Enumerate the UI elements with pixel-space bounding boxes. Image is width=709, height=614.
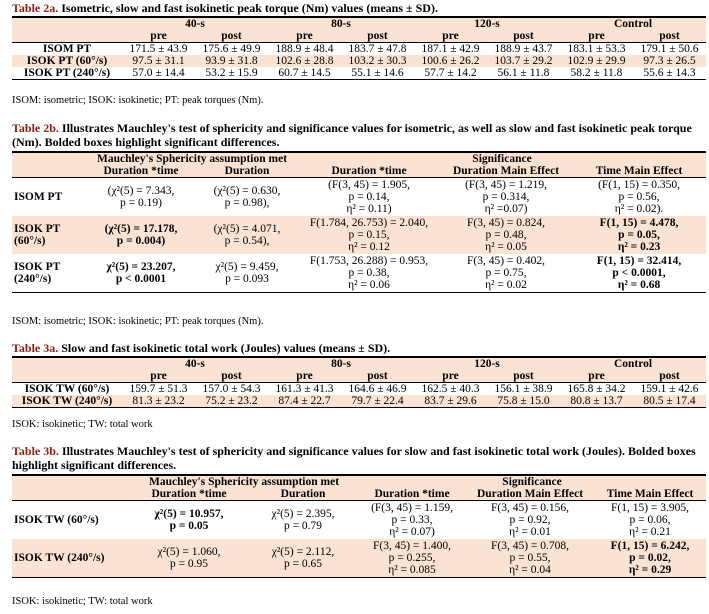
sub-header-pre: pre [122,370,195,383]
sub-header-post: post [341,370,414,383]
stat-line: (F(1, 15) = 0.350, [598,179,680,191]
stat-line: p = 0.92, [509,514,551,526]
stat-cell [196,254,298,293]
stat-line: F(3, 45) = 0.824, [466,217,546,229]
table-row [12,254,706,293]
table-row [12,67,706,80]
stat-line: η² = 0.29 [628,564,672,576]
stat-cell [440,254,572,293]
sphericity-group-header: Mauchley's Sphericity assumption met [130,475,358,488]
cell: 93.9 ± 31.8 [205,55,258,67]
stat-line: F(1, 15) = 6.242, [610,540,690,552]
sub-header-pre: pre [414,30,487,43]
stat-line: p < 0.0001 [115,273,167,285]
cell: 171.5 ± 43.9 [129,43,188,55]
cell: 81.3 ± 23.2 [132,395,185,407]
row-label-line: (240°/s) [14,273,52,285]
row-label [12,178,86,217]
stat-line: (F(3, 45) = 1.219, [465,179,547,191]
stat-line: η² =0.07) [484,203,528,215]
stat-cell [196,178,298,217]
stat-cell [86,216,196,254]
row-label [12,254,86,293]
stat-line: p = 0.093 [225,273,269,285]
cell: 55.6 ± 14.3 [643,67,696,79]
sub-header-post: post [487,370,560,383]
table3a [12,356,706,408]
stat-cell [130,539,248,578]
cell: 60.7 ± 14.5 [278,67,331,79]
stat-line: p = 0.55, [509,552,551,564]
stat-line: p = 0.02, [629,552,671,564]
stat-cell [358,501,466,540]
col-header: Time Main Effect [572,165,706,178]
stat-line: (χ²(5) = 17.178, [104,223,178,235]
row-label-line: ISOK PT [14,261,61,273]
table2a-label: Table 2a. [12,1,59,15]
stat-cell [130,501,248,540]
stat-line: F(1, 15) = 32.414, [596,255,682,267]
col-header: Duration [196,165,298,178]
sphericity-group-header: Mauchley's Sphericity assumption met [86,152,298,165]
cell: 57.7 ± 14.2 [424,67,477,79]
stat-line: F(3, 45) = 1.400, [372,540,452,552]
stat-line: η² = 0.05 [485,241,527,253]
table3a-group-header: Control [560,357,706,370]
table3a-label: Table 3a. [12,341,59,355]
row-label-line: ISOK PT [14,223,61,235]
cell: 75.8 ± 15.0 [497,395,550,407]
cell: 162.5 ± 40.3 [421,383,480,395]
table-row [12,501,706,540]
cell: 97.3 ± 26.5 [643,55,696,67]
stat-line: p = 0.255, [388,552,436,564]
stat-line: F(3, 45) = 0.402, [466,255,546,267]
row-label-line: (60°/s) [14,235,46,247]
cell: 188.9 ± 48.4 [275,43,334,55]
cell: 187.1 ± 42.9 [421,43,480,55]
row-label-line: ISOM PT [14,191,63,203]
stat-line: p = 0.19) [120,197,162,209]
table2b-caption-text: Illustrates Mauchley's test of sphericity and significance values for isometric, as well as slow and fast isokinetic peak torque (Nm). Bolded boxes highlight significant differences. [12,121,692,149]
col-header: Time Main Effect [594,488,706,501]
cell: 156.1 ± 38.9 [494,383,553,395]
table3b [12,474,706,578]
stat-line: F(1.753, 26.288) = 0.953, [309,255,429,267]
cell: 87.4 ± 22.7 [278,395,331,407]
stat-cell [196,216,298,254]
table3b-caption-text: Illustrates Mauchley's test of sphericity and significance values for slow and fast isokinetic total work (Joules). Bolded boxes highlight significant differences. [12,444,696,472]
stat-line: F(3, 45) = 0.708, [490,540,570,552]
cell: 165.8 ± 34.2 [567,383,626,395]
sub-header-post: post [633,370,706,383]
stat-line: η² = 0.02 [485,279,527,291]
row-label-line: ISOK TW (60°/s) [14,514,99,526]
cell: 75.2 ± 23.2 [205,395,258,407]
stat-line: F(1, 15) = 3.905, [610,502,690,514]
col-header: Duration *time [298,165,440,178]
col-header: Duration [248,488,358,501]
sub-header-post: post [487,30,560,43]
stat-cell [358,539,466,578]
stat-line: (F(3, 45) = 1.905, [328,179,410,191]
col-header: Duration *time [86,165,196,178]
row-label: ISOK PT (240°/s) [23,67,111,79]
cell: 183.1 ± 53.3 [567,43,626,55]
row-label [12,539,130,578]
stat-cell [440,178,572,217]
cell: 157.0 ± 54.3 [202,383,261,395]
sub-header-post: post [341,30,414,43]
stat-line: p = 0.33, [391,514,433,526]
stat-line: p < 0.0001, [612,267,666,279]
stat-line: η² = 0.01 [509,526,551,538]
cell: 79.7 ± 22.4 [351,395,404,407]
table2a-caption [12,1,702,15]
stat-line: η² = 0.06 [348,279,390,291]
sub-header-post: post [633,30,706,43]
table-row [12,43,706,56]
stat-line: χ²(5) = 9.459, [215,261,279,273]
cell: 103.2 ± 30.3 [348,55,407,67]
row-label: ISOK TW (240°/s) [21,395,113,407]
stat-line: (χ²(5) = 0.630, [213,185,281,197]
stat-cell [298,216,440,254]
table2a [12,16,706,80]
table-row [12,178,706,217]
table2a-footnote: ISOM: isometric; ISOK: isokinetic; PT: peak torques (Nm). [12,95,264,106]
table3a-group-header: 40-s [122,357,268,370]
table-row [12,395,706,408]
cell: 102.6 ± 28.8 [275,55,334,67]
stat-line: χ²(5) = 10.957, [154,508,224,520]
table3a-group-header: 80-s [268,357,414,370]
stat-line: p = 0.06, [629,514,671,526]
stat-cell [572,216,706,254]
stat-line: F(1.784, 26.753) = 2.040, [309,217,429,229]
sub-header-pre: pre [122,30,195,43]
cell: 179.1 ± 50.6 [640,43,699,55]
table3b-caption [12,444,702,472]
cell: 103.7 ± 29.2 [494,55,553,67]
row-label: ISOM PT [42,43,92,55]
stat-line: η² = 0.23 [617,241,661,253]
stat-cell [248,539,358,578]
row-label: ISOK PT (60°/s) [26,55,108,67]
stat-cell [572,178,706,217]
stat-line: η² = 0.02). [614,203,664,215]
cell: 159.1 ± 42.6 [640,383,699,395]
stat-line: p = 0.05, [618,229,660,241]
cell: 80.5 ± 17.4 [643,395,696,407]
cell: 56.1 ± 11.8 [497,67,550,79]
table3a-footnote: ISOK: isokinetic; TW: total work [12,419,153,430]
sub-header-pre: pre [268,370,341,383]
cell: 188.9 ± 43.7 [494,43,553,55]
col-header: Duration *time [130,488,248,501]
cell: 175.6 ± 49.9 [202,43,261,55]
stat-cell [572,254,706,293]
cell: 183.7 ± 47.8 [348,43,407,55]
stat-line: p = 0.14, [348,191,390,203]
table2b-label: Table 2b. [12,121,59,135]
cell: 161.3 ± 41.3 [275,383,334,395]
col-header: Duration Main Effect [440,165,572,178]
stat-cell [466,539,594,578]
stat-cell [248,501,358,540]
table3a-caption-text: Slow and fast isokinetic total work (Joules) values (means ± SD). [61,341,391,355]
table-row [12,383,706,396]
col-header: Duration *time [358,488,466,501]
row-label-line: ISOK TW (240°/s) [14,552,105,564]
table2a-caption-text: Isometric, slow and fast isokinetic peak torque (Nm) values (means ± SD). [61,1,438,15]
sub-header-pre: pre [560,370,633,383]
cell: 159.7 ± 51.3 [129,383,188,395]
stat-cell [86,254,196,293]
stat-line: p = 0.54), [224,235,270,247]
stat-line: χ²(5) = 2.112, [271,546,335,558]
cell: 83.7 ± 29.6 [424,395,477,407]
cell: 100.6 ± 26.2 [421,55,480,67]
stat-line: η² = 0.11) [346,203,392,215]
table-row [12,55,706,67]
sub-header-pre: pre [414,370,487,383]
table2b [12,151,706,293]
stat-line: p = 0.38, [348,267,390,279]
stat-line: p = 0.79 [283,520,323,532]
stat-line: F(1, 15) = 4.478, [599,217,679,229]
stat-line: η² = 0.21 [629,526,671,538]
stat-cell [594,501,706,540]
stat-line: p = 0.65 [283,558,323,570]
sub-header-post: post [195,370,268,383]
cell: 58.2 ± 11.8 [570,67,623,79]
table2a-group-header: 40-s [122,17,268,30]
significance-group-header: Significance [298,152,706,165]
cell: 164.6 ± 46.9 [348,383,407,395]
stat-line: p = 0.48, [485,229,527,241]
stat-line: η² = 0.68 [617,279,661,291]
table-row [12,216,706,254]
table2b-caption [12,121,702,149]
table3a-caption [12,341,702,355]
row-label [12,501,130,540]
col-header: Duration Main Effect [466,488,594,501]
stat-line: χ²(5) = 1.060, [157,546,221,558]
sub-header-pre: pre [560,30,633,43]
cell: 97.5 ± 31.1 [132,55,185,67]
table2b-footnote: ISOM: isometric; ISOK: isokinetic; PT: peak torques (Nm). [12,316,264,327]
stat-cell [298,178,440,217]
stat-line: p = 0.004) [116,235,166,247]
significance-group-header: Significance [358,475,706,488]
stat-line: (F(3, 45) = 1.159, [371,502,453,514]
table2a-group-header: 120-s [414,17,560,30]
table-row [12,539,706,578]
stat-line: (χ²(5) = 7.343, [107,185,175,197]
stat-cell [298,254,440,293]
cell: 55.1 ± 14.6 [351,67,404,79]
stat-cell [86,178,196,217]
stat-cell [440,216,572,254]
table2a-group-header: Control [560,17,706,30]
stat-line: η² = 0.085 [388,564,436,576]
stat-line: η² = 0.07) [389,526,435,538]
stat-line: p = 0.98), [224,197,270,209]
table2a-group-header: 80-s [268,17,414,30]
stat-line: p = 0.95 [169,558,209,570]
stat-line: p = 0.56, [618,191,660,203]
stat-line: F(3, 45) = 0.156, [490,502,570,514]
cell: 53.2 ± 15.9 [205,67,258,79]
cell: 57.0 ± 14.4 [132,67,185,79]
stat-line: η² = 0.04 [509,564,551,576]
stat-line: χ²(5) = 2.395, [271,508,335,520]
cell: 102.9 ± 29.9 [567,55,626,67]
stat-line: p = 0.15, [348,229,390,241]
table3a-group-header: 120-s [414,357,560,370]
stat-cell [594,539,706,578]
stat-line: η² = 0.12 [348,241,390,253]
table3b-footnote: ISOK: isokinetic; TW: total work [12,596,153,607]
stat-line: (χ²(5) = 4.071, [213,223,281,235]
sub-header-pre: pre [268,30,341,43]
stat-line: χ²(5) = 23.207, [106,261,176,273]
stat-cell [466,501,594,540]
stat-line: p = 0.05 [169,520,209,532]
sub-header-post: post [195,30,268,43]
row-label [12,216,86,254]
stat-line: p = 0.75, [485,267,527,279]
table3b-label: Table 3b. [12,444,59,458]
stat-line: p = 0.314, [482,191,530,203]
cell: 80.8 ± 13.7 [570,395,623,407]
row-label: ISOK TW (60°/s) [24,383,110,395]
